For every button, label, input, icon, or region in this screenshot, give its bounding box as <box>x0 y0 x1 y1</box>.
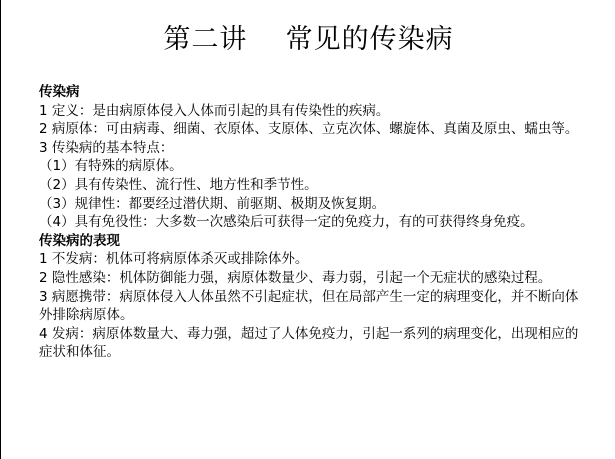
manifestation-item: 4 发病：病原体数量大、毒力强，超过了人体免疫力，引起一系列的病理变化，出现相应的症状和体征。 <box>39 325 579 361</box>
feature-item: （3）规律性：都要经过潜伏期、前驱期、极期及恢复期。 <box>39 195 386 212</box>
section-heading-infectious-disease: 传染病 <box>39 84 80 100</box>
manifestation-item: 3 病愿携带：病原体侵入人体虽然不引起症状，但在局部产生一定的病理变化，并不断向体外排除病原体。 <box>39 288 579 324</box>
page-title: 第二讲 常见的传染病 <box>163 24 454 55</box>
feature-item: （4）具有免役性：大多数一次感染后可获得一定的免疫力，有的可获得终身免疫。 <box>39 214 534 231</box>
features-title: 3 传染病的基本特点： <box>39 139 174 156</box>
manifestation-item: 1 不发病：机体可将病原体杀灭或排除体外。 <box>39 251 309 268</box>
feature-item: （2）具有传染性、流行性、地方性和季节性。 <box>39 176 318 193</box>
pathogens-text: 2 病原体：可由病毒、细菌、衣原体、支原体、立克次体、螺旋体、真菌及原虫、蠕虫等。 <box>39 121 579 138</box>
feature-item: （1）有特殊的病原体。 <box>39 158 183 175</box>
slide-content <box>39 83 589 362</box>
definition-text: 1 定义：是由病原体侵入人体而引起的具有传染性的疾病。 <box>39 102 390 119</box>
manifestation-item: 2 隐性感染：机体防御能力强，病原体数量少、毒力弱，引起一个无症状的感染过程。 <box>39 269 552 286</box>
section-heading-manifestations: 传染病的表现 <box>39 232 120 249</box>
